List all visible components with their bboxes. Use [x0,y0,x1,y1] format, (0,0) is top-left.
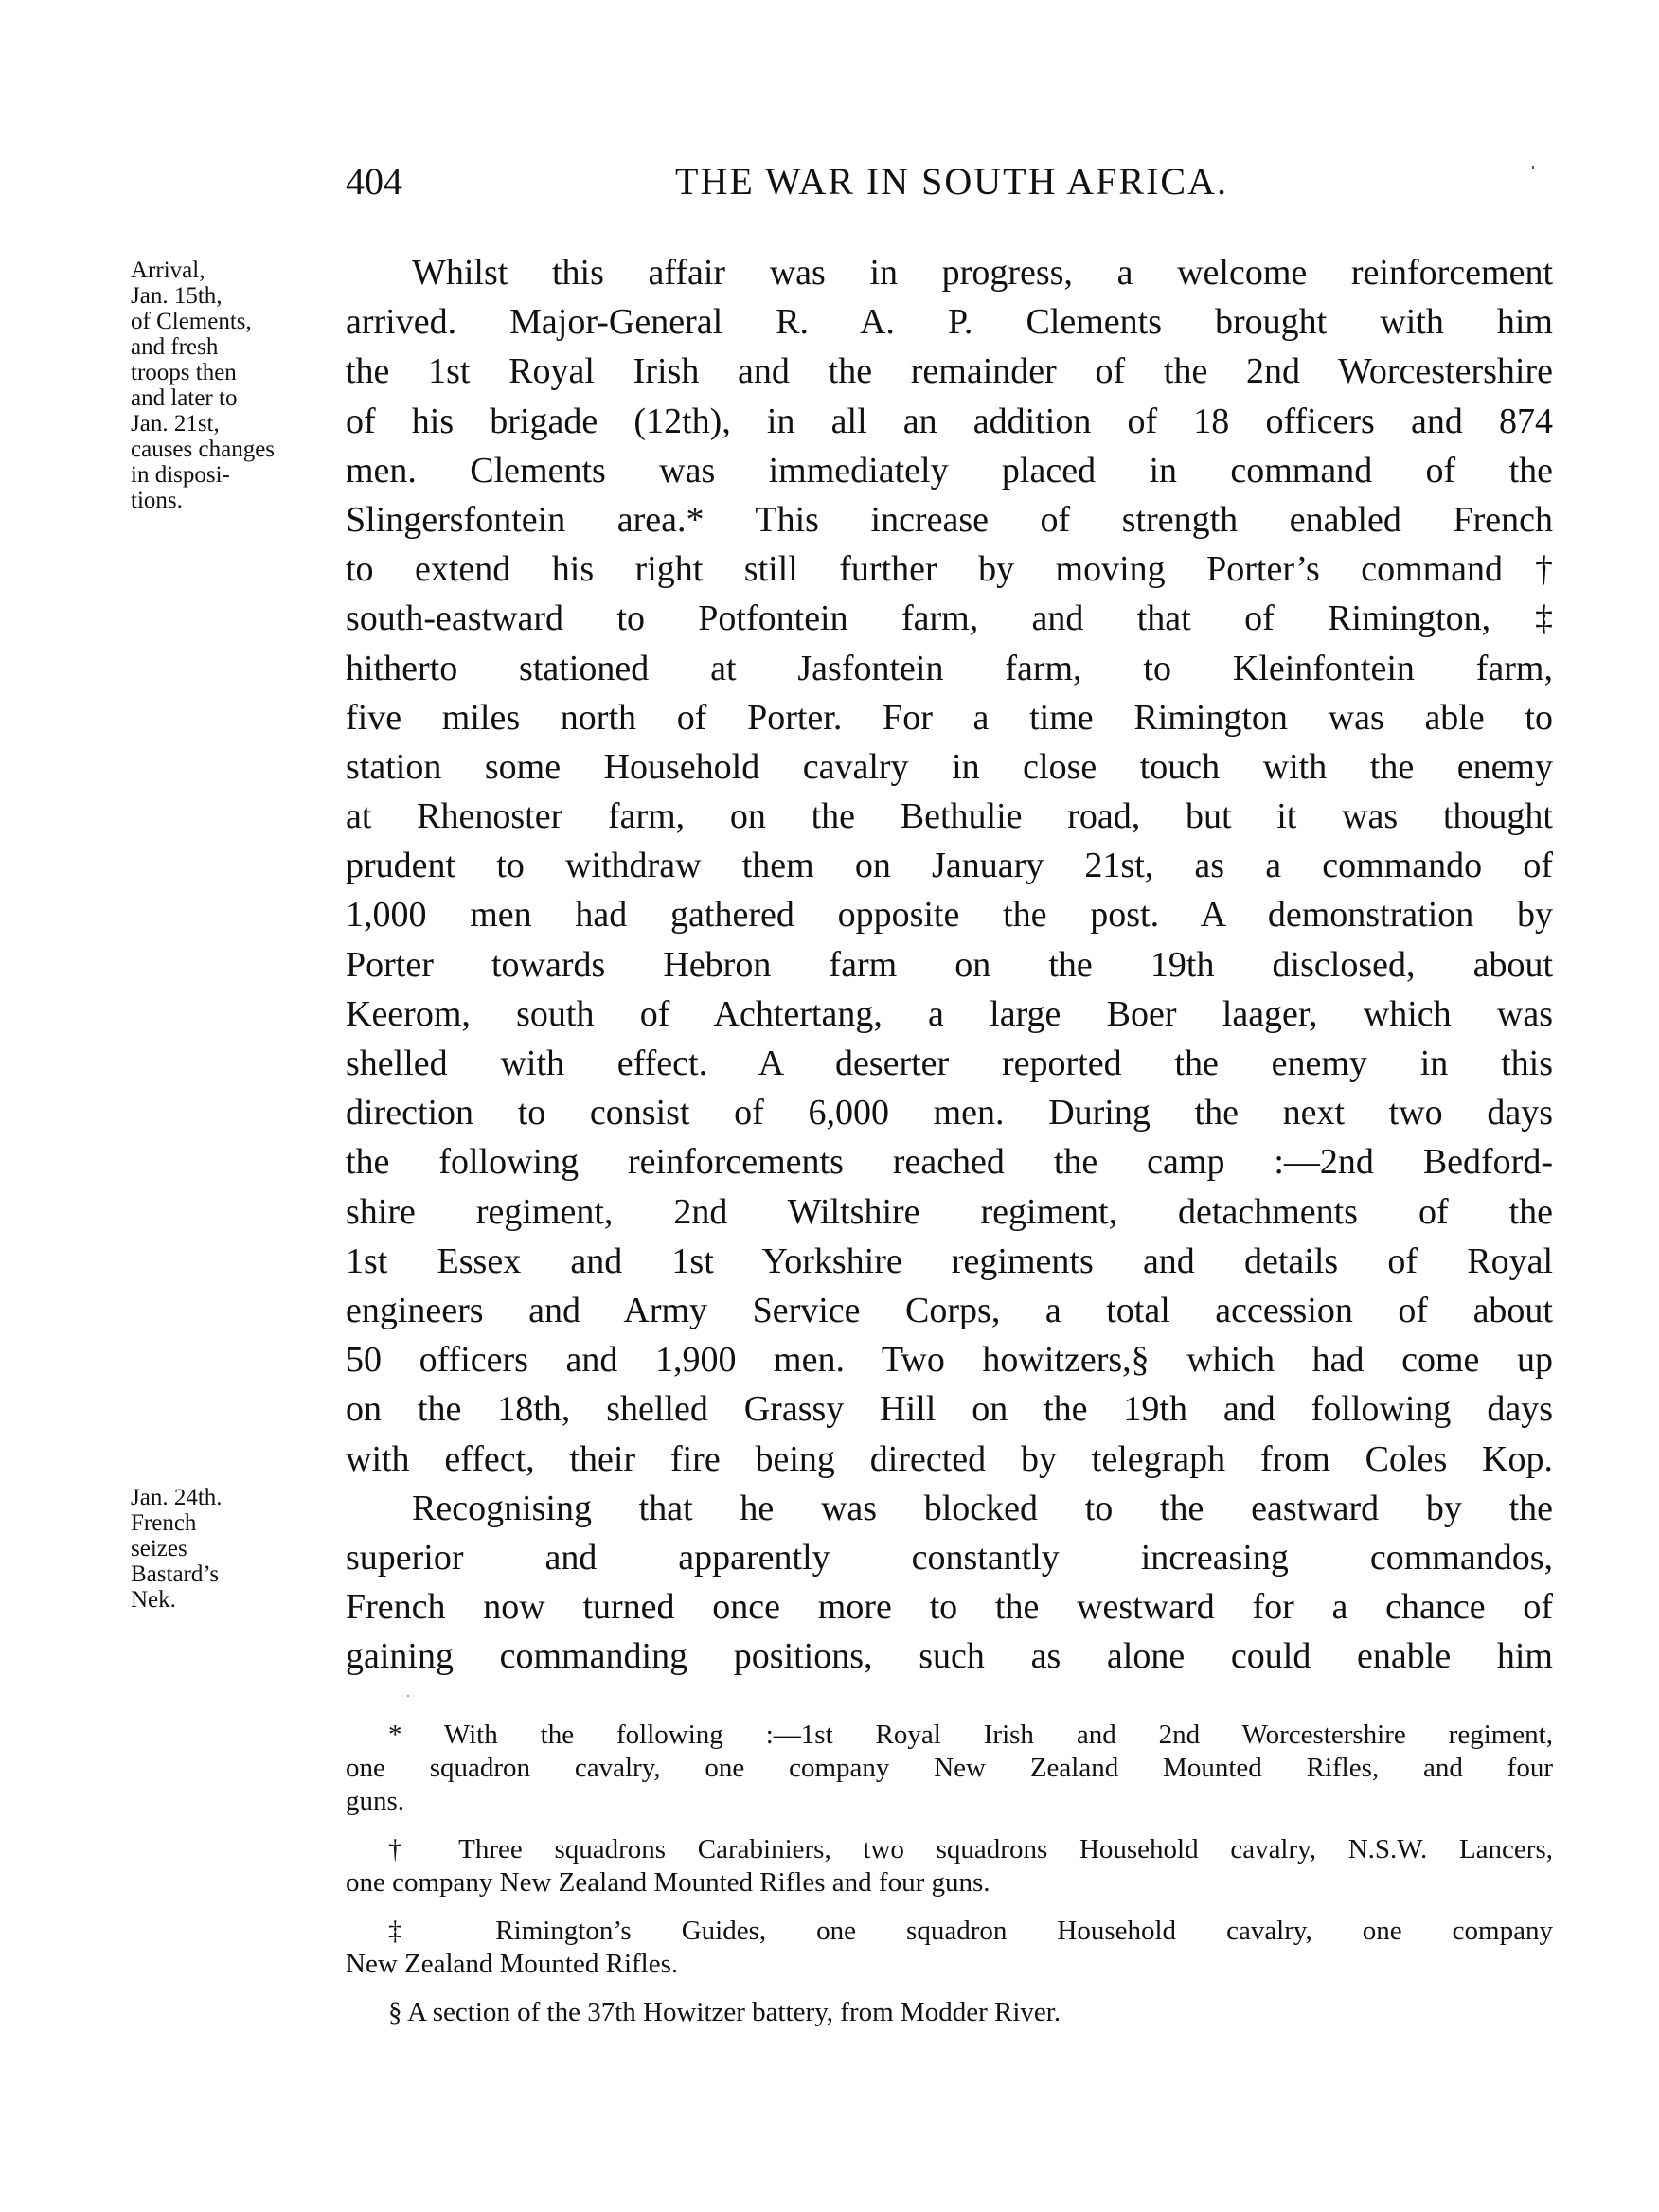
running-title: THE WAR IN SOUTH AFRICA. [675,160,1228,203]
footnote-line: † Three squadrons Carabiniers, two squadrons Household cavalry, N.S.W. Lancers, [388,1834,1553,1864]
side-note-line: seizes [131,1536,187,1561]
footnote-double-dagger [346,1915,1553,1981]
footnotes [346,1719,1553,2044]
body-line: shire regiment, 2nd Wiltshire regiment, detachments of the [346,1191,1553,1232]
body-line: engineers and Army Service Corps, a total accession of about [346,1290,1553,1330]
side-note-bastards-nek [131,1485,348,1613]
footnote-line: § A section of the 37th Howitzer battery, from Modder River. [388,1997,1061,2027]
side-note-line: and fresh [131,334,219,360]
page-header [346,159,1558,216]
side-note-line: of Clements, [131,309,252,334]
footnote-asterisk [346,1719,1553,1818]
body-line: prudent to withdraw them on January 21st, as a commando of [346,846,1553,886]
footnote-section [346,1996,1553,2029]
body-line: Slingersfontein area.* This increase of strength enabled French [346,499,1553,540]
page-number: 404 [346,160,402,203]
body-line: direction to consist of 6,000 men. During the next two days [346,1093,1553,1133]
side-note-line: Jan. 21st, [131,411,220,437]
body-line: of his brigade (12th), in all an addition of 18 officers and 874 [346,401,1553,441]
body-line: with effect, their fire being directed by telegraph from Coles Kop. [346,1438,1553,1479]
side-note-line: in disposi- [131,462,230,488]
footnote-line: guns. [346,1786,405,1816]
scan-speck [1532,166,1534,169]
side-note-line: French [131,1510,197,1536]
body-line: station some Household cavalry in close touch with the enemy [346,746,1553,787]
footnote-line: * With the following :—1st Royal Irish and 2nd Worcestershire regiment, [388,1720,1553,1750]
body-line: arrived. Major-General R. A. P. Clements brought with him [346,302,1553,343]
side-note-line: Jan. 24th. [131,1485,223,1510]
side-note-line: causes changes [131,437,276,462]
body-line: at Rhenoster farm, on the Bethulie road, but it was thought [346,796,1553,837]
footnote-dagger [346,1833,1553,1900]
body-line: shelled with effect. A deserter reported the enemy in this [346,1044,1553,1083]
side-note-line: Nek. [131,1587,176,1613]
body-line: 1st Essex and 1st Yorkshire regiments and details of Royal [346,1240,1553,1281]
body-line: 1,000 men had gathered opposite the post. A demonstration by [346,895,1553,936]
body-line: on the 18th, shelled Grassy Hill on the 19th and following days [346,1389,1553,1430]
footnote-line: New Zealand Mounted Rifles. [346,1949,679,1979]
body-line: to extend his right still further by moving Porter’s command† [346,549,1553,590]
body-line: French now turned once more to the westward for a chance of [346,1587,1553,1628]
body-line: men. Clements was immediately placed in command of the [346,450,1553,491]
body-line: south-eastward to Potfontein farm, and that of Rimington,‡ [346,598,1553,639]
body-line: the 1st Royal Irish and the remainder of the 2nd Worcestershire [346,351,1553,392]
body-line: Keerom, south of Achtertang, a large Boer laager, which was [346,993,1553,1034]
body-line: gaining commanding positions, such as alone could enable him [346,1636,1553,1677]
footnote-line: ‡ Rimington’s Guides, one squadron Household cavalry, one company [388,1916,1553,1946]
side-note-line: Bastard’s [131,1561,220,1587]
body-line: five miles north of Porter. For a time Rimington was able to [346,697,1553,738]
body-line: 50 officers and 1,900 men. Two howitzers,§ which had come up [346,1340,1553,1381]
body-line: the following reinforcements reached the camp :—2nd Bedford- [346,1142,1553,1183]
footnote-line: one company New Zealand Mounted Rifles and four guns. [346,1867,990,1898]
side-note-line: Arrival, [131,258,205,283]
body-line: hitherto stationed at Jasfontein farm, to Kleinfontein farm, [346,648,1553,688]
side-note-line: and later to [131,385,238,411]
side-note-line: tions. [131,488,183,513]
body-text [346,248,1553,1681]
side-note-arrival [131,258,348,513]
body-line: superior and apparently constantly increasing commandos, [346,1537,1553,1578]
body-line: Porter towards Hebron farm on the 19th disclosed, about [346,944,1553,985]
side-note-line: troops then [131,360,237,385]
body-line: Recognising that he was blocked to the eastward by the [412,1488,1553,1528]
side-note-line: Jan. 15th, [131,283,223,309]
body-line: Whilst this affair was in progress, a welcome reinforcement [412,253,1553,293]
footnote-line: one squadron cavalry, one company New Zealand Mounted Rifles, and four [346,1753,1553,1783]
footnote-divider [407,1695,409,1697]
